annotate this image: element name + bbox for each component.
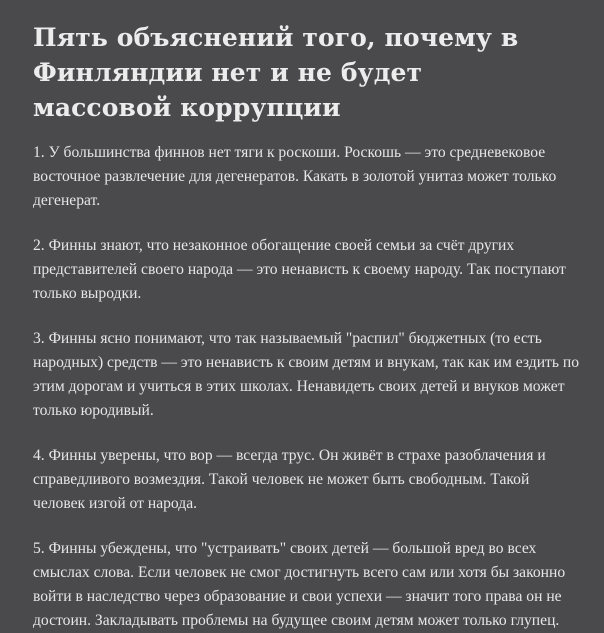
article-title: Пять объяснений того, почему в Финляндии нет и не будет массовой коррупции	[33, 23, 519, 122]
point-2: 2. Финны знают, что незаконное обогащение своей семьи за счёт других представителей своего народа — это ненависть к своему народу. Так поступают только выродки.	[33, 237, 566, 302]
point-4: 4. Финны уверены, что вор — всегда трус. Он живёт в страхе разоблачения и справедливого возмездия. Такой человек не может быть свободным. Такой человек изгой от народа.	[33, 447, 546, 512]
point-5: 5. Финны убеждены, что "устраивать" своих детей — большой вред во всех смыслах слова. Если человек не смог достигнуть всего сам или хотя бы законно войти в наследство через образование и свои успехи — значит того права он не достоин. Закладывать проблемы на будущее своим детям может только глупец.	[33, 540, 566, 629]
point-1: 1. У большинства финнов нет тяги к роскоши. Роскошь — это средневековое восточное развлечение для дегенератов. Какать в золотой унитаз может только дегенерат.	[33, 144, 557, 209]
point-3: 3. Финны ясно понимают, что так называемый "распил" бюджетных (то есть народных) средств — это ненависть к своим детям и внукам, так как им ездить по этим дорогам и учиться в этих школах. Ненавидеть своих детей и внуков может только юродивый.	[33, 330, 580, 419]
points-list	[33, 141, 580, 633]
